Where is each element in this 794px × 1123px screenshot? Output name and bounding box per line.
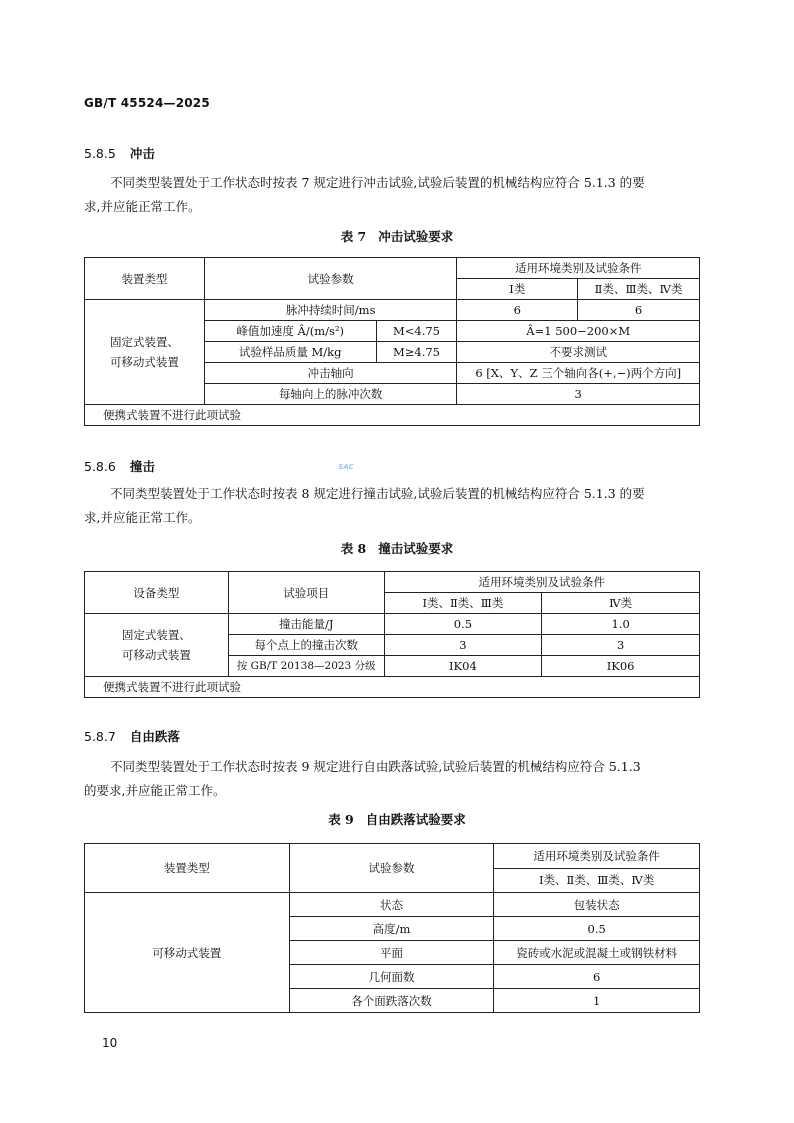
item-cell: 每个点上的撞击次数	[228, 635, 384, 656]
header-cell: 适用环境类别及试验条件	[494, 844, 700, 869]
table-number: 表 7	[340, 229, 367, 244]
param-cell: 各个面跌落次数	[289, 989, 494, 1013]
header-cell: 试验项目	[228, 572, 384, 614]
header-cell: 装置类型	[85, 258, 205, 300]
paragraph-line: 不同类型装置处于工作状态时按表 9 规定进行自由跌落试验,试验后装置的机械结构应符合 5.1.3	[110, 759, 641, 774]
table-title: 自由跌落试验要求	[365, 812, 466, 827]
table-8-caption	[0, 539, 794, 557]
header-cell: 适用环境类别及试验条件	[384, 572, 699, 593]
document-header: GB/T 45524—2025	[84, 96, 210, 110]
item-cell: 撞击能量/J	[228, 614, 384, 635]
header-cell: 装置类型	[85, 844, 290, 893]
section-heading-5-8-5	[84, 144, 155, 162]
table-9-caption	[0, 810, 794, 828]
condition-cell: M<4.75	[376, 321, 457, 342]
param-cell: 试验样品质量 M/kg	[204, 342, 376, 363]
table-9	[84, 843, 700, 1013]
value-cell: IK06	[542, 656, 700, 677]
section-number: 5.8.7	[84, 729, 116, 744]
device-type-cell	[85, 300, 205, 405]
header-cell: 适用环境类别及试验条件	[457, 258, 700, 279]
device-type-cell	[85, 614, 229, 677]
value-cell: 包装状态	[494, 893, 700, 917]
header-cell: Ⅰ类、Ⅱ类、Ⅲ类	[384, 593, 542, 614]
value-cell: IK04	[384, 656, 542, 677]
param-cell: 状态	[289, 893, 494, 917]
item-cell: 按 GB/T 20138—2023 分级	[228, 656, 384, 677]
section-title: 自由跌落	[129, 729, 180, 744]
param-cell: 每轴向上的脉冲次数	[204, 384, 457, 405]
table-note: 便携式装置不进行此项试验	[85, 405, 700, 426]
value-cell: 1	[494, 989, 700, 1013]
header-cell: 试验参数	[204, 258, 457, 300]
value-cell: 6	[578, 300, 700, 321]
param-cell: 峰值加速度 Â/(m/s²)	[204, 321, 376, 342]
table-title: 撞击试验要求	[378, 541, 454, 556]
paragraph-line: 不同类型装置处于工作状态时按表 8 规定进行撞击试验,试验后装置的机械结构应符合 5.1.3 的要	[110, 486, 645, 501]
header-cell: Ⅳ类	[542, 593, 700, 614]
device-type-text: 固定式装置、可移动式装置	[121, 628, 191, 662]
value-cell: 0.5	[384, 614, 542, 635]
table-7-caption	[0, 227, 794, 245]
device-type-text: 固定式装置、可移动式装置	[109, 335, 179, 369]
section-paragraph-5-8-6	[84, 482, 700, 530]
value-cell: 6 [X、Y、Z 三个轴向各(+,−)两个方向]	[457, 363, 700, 384]
param-cell: 高度/m	[289, 917, 494, 941]
header-cell: 试验参数	[289, 844, 494, 893]
value-cell: 0.5	[494, 917, 700, 941]
table-8	[84, 571, 700, 698]
paragraph-line: 不同类型装置处于工作状态时按表 7 规定进行冲击试验,试验后装置的机械结构应符合 5.1.3 的要	[110, 175, 645, 190]
sac-watermark: SAC	[338, 463, 354, 471]
header-cell: Ⅰ类	[457, 279, 578, 300]
header-cell: Ⅱ类、Ⅲ类、Ⅳ类	[578, 279, 700, 300]
param-cell: 平面	[289, 941, 494, 965]
header-cell: 设备类型	[85, 572, 229, 614]
device-type-cell: 可移动式装置	[85, 893, 290, 1013]
page-number: 10	[102, 1036, 118, 1050]
value-cell: 不要求测试	[457, 342, 700, 363]
section-paragraph-5-8-5	[84, 171, 700, 219]
table-number: 表 9	[328, 812, 354, 827]
value-cell: 6	[494, 965, 700, 989]
value-cell: 瓷砖或水泥或混凝土或钢铁材料	[494, 941, 700, 965]
section-heading-5-8-6	[84, 457, 155, 475]
section-number: 5.8.5	[84, 146, 116, 161]
section-title: 冲击	[129, 146, 155, 161]
section-heading-5-8-7	[84, 727, 180, 745]
table-note: 便携式装置不进行此项试验	[85, 677, 700, 698]
table-title: 冲击试验要求	[378, 229, 454, 244]
table-number: 表 8	[340, 541, 367, 556]
param-cell: 几何面数	[289, 965, 494, 989]
table-7	[84, 257, 700, 426]
section-number: 5.8.6	[84, 459, 116, 474]
value-cell: Â=1 500−200×M	[457, 321, 700, 342]
param-cell: 冲击轴向	[204, 363, 457, 384]
section-paragraph-5-8-7	[84, 755, 700, 803]
section-title: 撞击	[129, 459, 155, 474]
value-cell: 1.0	[542, 614, 700, 635]
header-cell: Ⅰ类、Ⅱ类、Ⅲ类、Ⅳ类	[494, 868, 700, 893]
condition-cell: M≥4.75	[376, 342, 457, 363]
paragraph-line: 求,并应能正常工作。	[84, 199, 201, 214]
value-cell: 6	[457, 300, 578, 321]
value-cell: 3	[384, 635, 542, 656]
value-cell: 3	[457, 384, 700, 405]
paragraph-line: 求,并应能正常工作。	[84, 510, 201, 525]
value-cell: 3	[542, 635, 700, 656]
paragraph-line: 的要求,并应能正常工作。	[84, 783, 226, 798]
param-cell: 脉冲持续时间/ms	[204, 300, 457, 321]
